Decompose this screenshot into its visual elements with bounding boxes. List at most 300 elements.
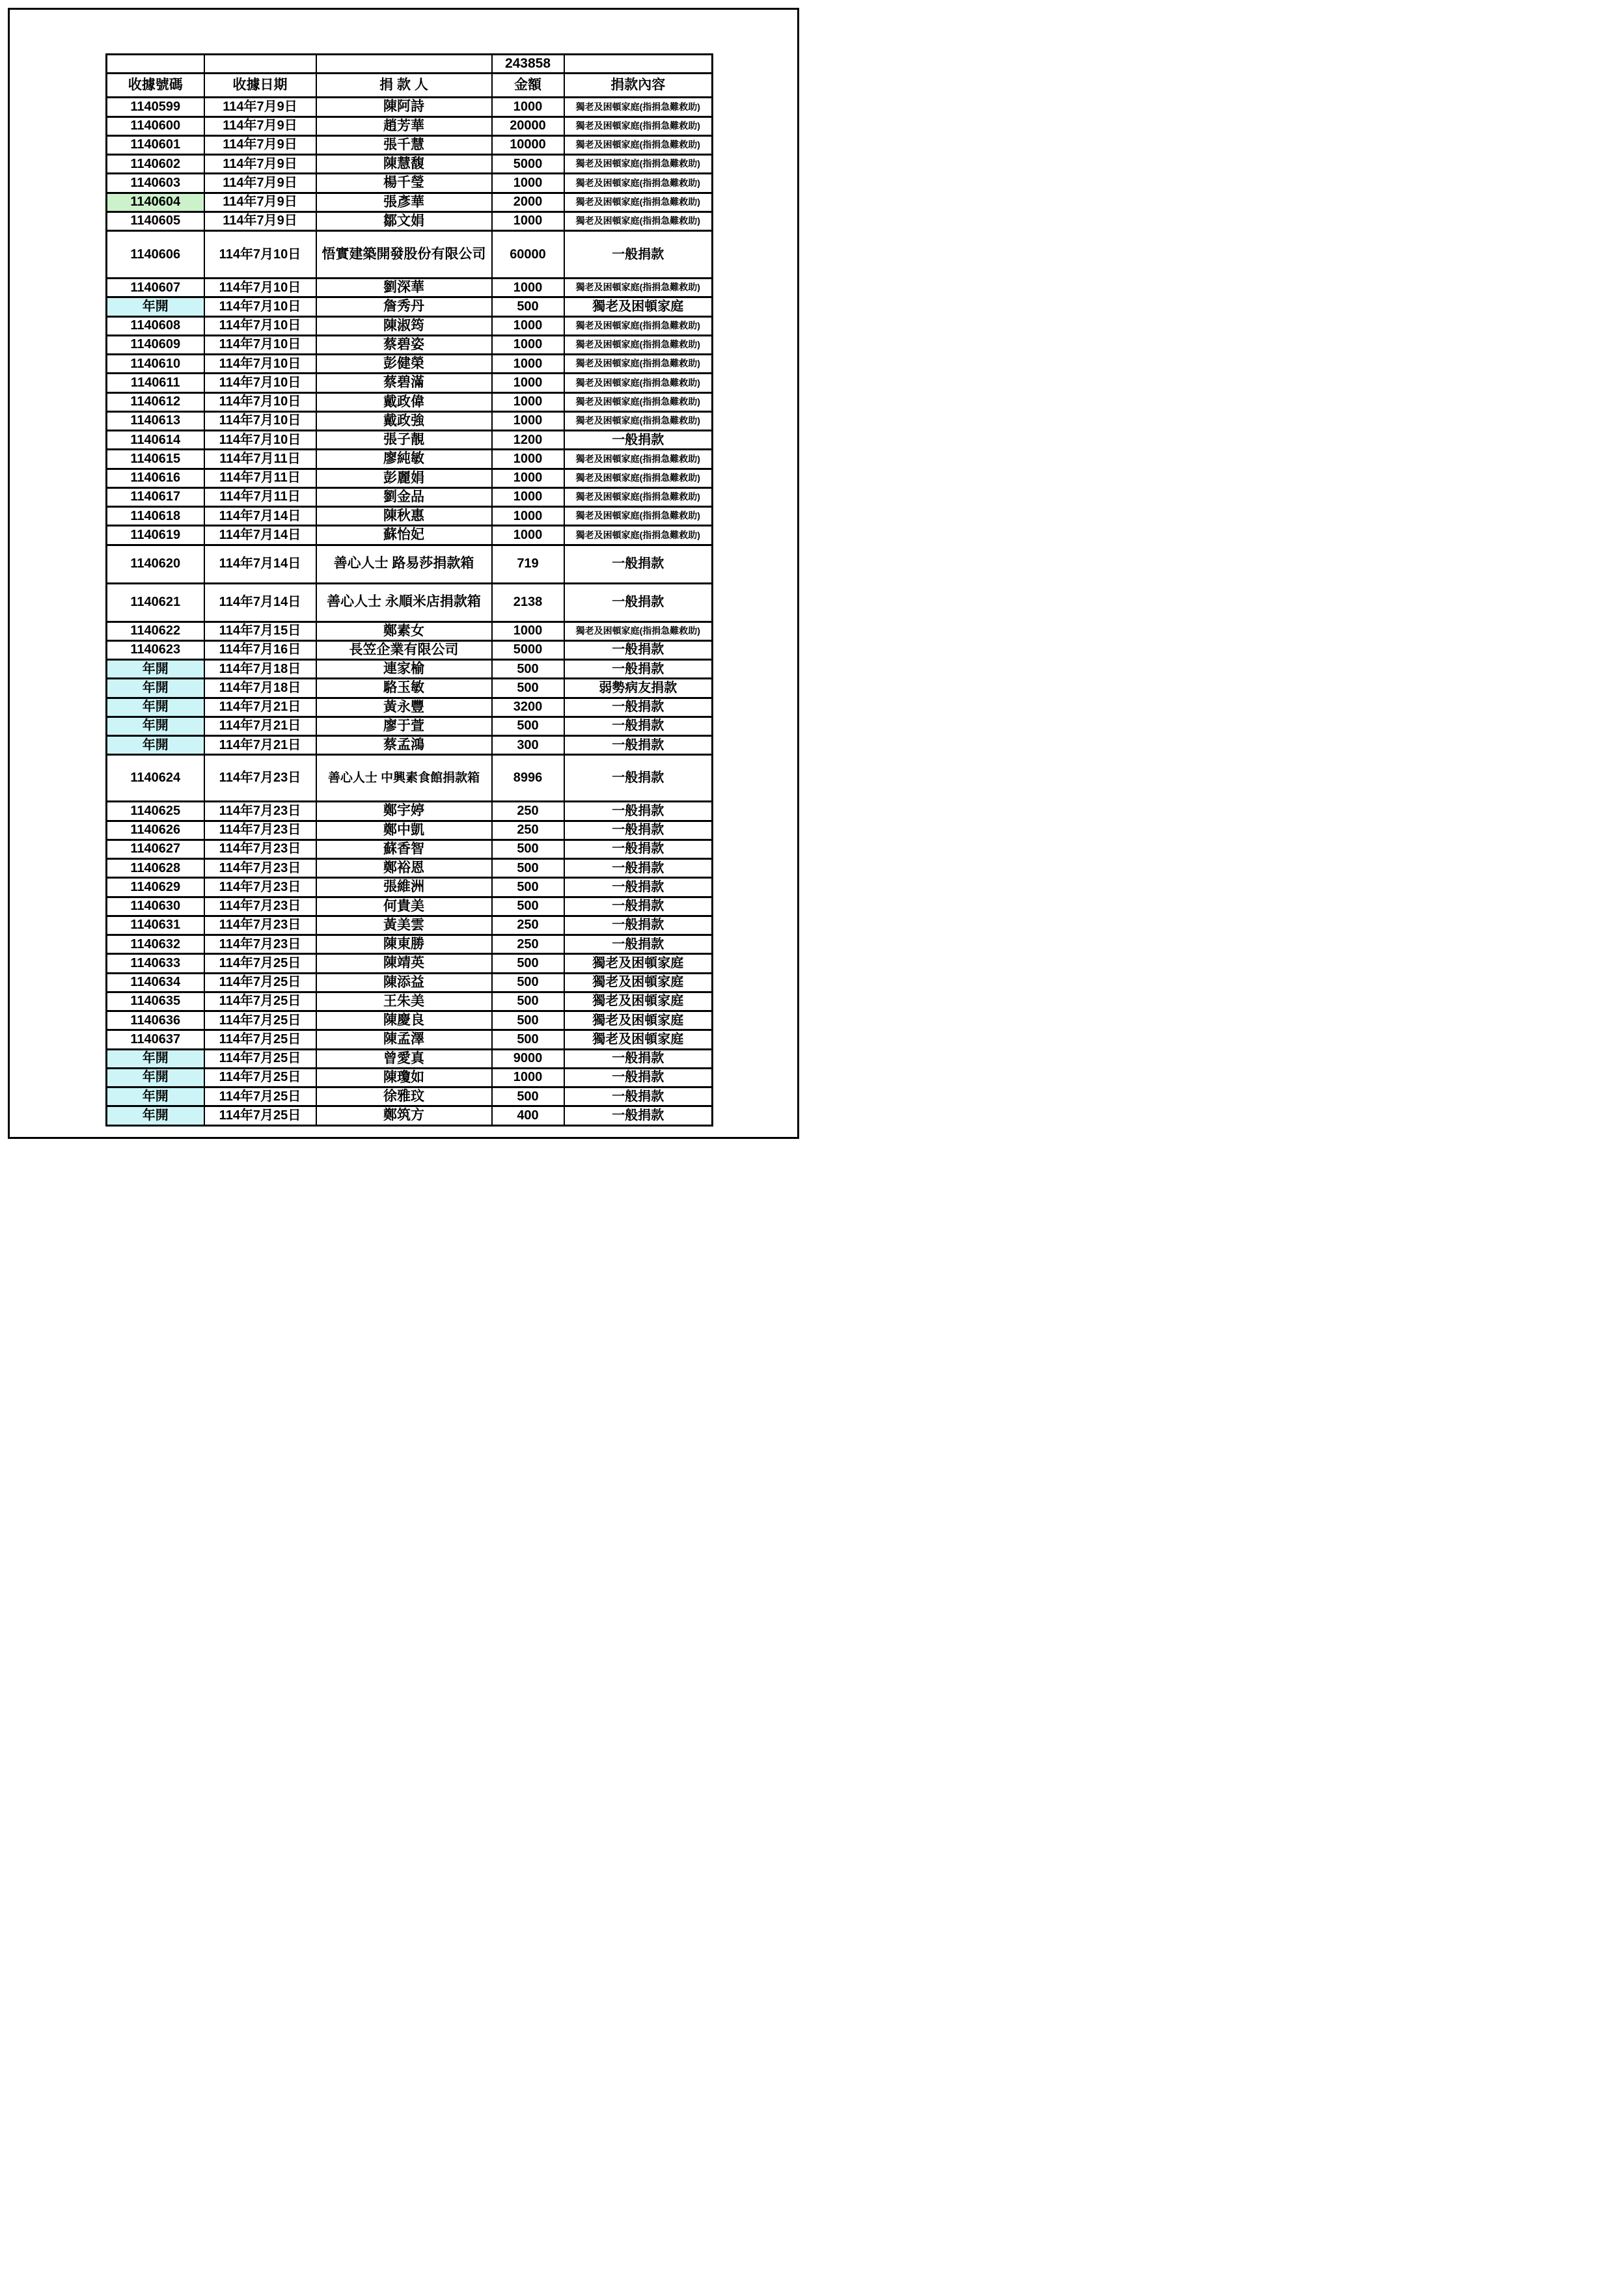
receipt-number-cell: 1140621 (107, 583, 204, 622)
donation-content-cell: 獨老及困頓家庭(指捐急難救助) (564, 116, 713, 135)
receipt-date-cell: 114年7月25日 (204, 1011, 316, 1030)
table-row (107, 755, 713, 802)
receipt-number-cell: 1140614 (107, 431, 204, 450)
donation-content-cell: 獨老及困頓家庭(指捐急難救助) (564, 316, 713, 335)
receipt-number-cell: 年開 (107, 1068, 204, 1087)
amount-cell: 1000 (492, 411, 564, 430)
receipt-date-cell: 114年7月14日 (204, 545, 316, 583)
donor-cell: 張千慧 (316, 135, 492, 154)
amount-cell: 1000 (492, 374, 564, 392)
donation-content-cell: 一般捐款 (564, 878, 713, 897)
receipt-number-cell: 1140601 (107, 135, 204, 154)
donor-cell: 鄭筑方 (316, 1106, 492, 1125)
amount-cell: 300 (492, 736, 564, 755)
donor-cell: 悟實建築開發股份有限公司 (316, 231, 492, 279)
table-row (107, 507, 713, 526)
donation-content-cell: 獨老及困頓家庭(指捐急難救助) (564, 193, 713, 212)
donor-cell: 鄭裕恩 (316, 859, 492, 878)
donation-content-cell: 一般捐款 (564, 916, 713, 935)
donation-content-cell: 一般捐款 (564, 1106, 713, 1125)
donor-cell: 蔡碧滿 (316, 374, 492, 392)
receipt-date-cell: 114年7月9日 (204, 193, 316, 212)
donor-cell: 善心人士 路易莎捐款箱 (316, 545, 492, 583)
receipt-date-cell: 114年7月25日 (204, 1030, 316, 1049)
donation-content-cell: 獨老及困頓家庭(指捐急難救助) (564, 507, 713, 526)
donor-cell: 劉金品 (316, 487, 492, 506)
table-row (107, 98, 713, 116)
amount-cell: 2138 (492, 583, 564, 622)
receipt-number-cell: 1140624 (107, 755, 204, 802)
donor-cell: 黃美雲 (316, 916, 492, 935)
receipt-date-cell: 114年7月25日 (204, 954, 316, 973)
table-row (107, 583, 713, 622)
amount-cell: 1000 (492, 507, 564, 526)
amount-cell: 1000 (492, 487, 564, 506)
receipt-date-cell: 114年7月11日 (204, 450, 316, 469)
receipt-date-cell: 114年7月10日 (204, 316, 316, 335)
table-row (107, 916, 713, 935)
receipt-number-cell: 1140615 (107, 450, 204, 469)
receipt-number-cell: 1140627 (107, 840, 204, 858)
receipt-date-cell: 114年7月23日 (204, 859, 316, 878)
receipt-number-cell: 年開 (107, 1049, 204, 1068)
donation-content-cell: 獨老及困頓家庭(指捐急難救助) (564, 174, 713, 193)
receipt-number-cell: 1140610 (107, 355, 204, 374)
donor-cell: 陳淑筠 (316, 316, 492, 335)
receipt-number-cell: 1140618 (107, 507, 204, 526)
amount-cell: 1000 (492, 174, 564, 193)
donation-content-cell: 獨老及困頓家庭(指捐急難救助) (564, 279, 713, 297)
receipt-number-cell: 年開 (107, 679, 204, 698)
table-row (107, 316, 713, 335)
table-row (107, 487, 713, 506)
amount-cell: 500 (492, 1030, 564, 1049)
donor-cell: 曾愛真 (316, 1049, 492, 1068)
receipt-number-cell: 年開 (107, 736, 204, 755)
receipt-number-cell: 1140606 (107, 231, 204, 279)
donation-table-body (107, 55, 713, 1126)
donor-cell: 駱玉敏 (316, 679, 492, 698)
table-row (107, 878, 713, 897)
receipt-date-cell: 114年7月10日 (204, 297, 316, 316)
receipt-number-cell: 1140625 (107, 802, 204, 821)
donation-content-cell: 一般捐款 (564, 640, 713, 659)
donor-cell: 陳靖英 (316, 954, 492, 973)
donation-content-cell: 獨老及困頓家庭(指捐急難救助) (564, 155, 713, 174)
receipt-number-cell: 年開 (107, 717, 204, 735)
table-row (107, 135, 713, 154)
donation-content-cell: 一般捐款 (564, 802, 713, 821)
donor-cell: 戴政偉 (316, 392, 492, 411)
receipt-number-cell: 1140623 (107, 640, 204, 659)
column-header: 收據日期 (204, 74, 316, 98)
receipt-number-cell: 年開 (107, 297, 204, 316)
donation-content-cell: 弱勢病友捐款 (564, 679, 713, 698)
table-row (107, 193, 713, 212)
receipt-date-cell: 114年7月10日 (204, 411, 316, 430)
donor-cell: 蘇香智 (316, 840, 492, 858)
amount-cell: 1200 (492, 431, 564, 450)
receipt-date-cell: 114年7月23日 (204, 878, 316, 897)
donor-cell: 鄭中凱 (316, 821, 492, 840)
receipt-date-cell: 114年7月10日 (204, 374, 316, 392)
table-row (107, 1068, 713, 1087)
donation-content-cell: 一般捐款 (564, 736, 713, 755)
receipt-number-cell: 1140603 (107, 174, 204, 193)
table-row (107, 231, 713, 279)
donor-cell: 張子靚 (316, 431, 492, 450)
donor-cell: 善心人士 永順米店捐款箱 (316, 583, 492, 622)
header-row (107, 74, 713, 98)
receipt-number-cell: 1140633 (107, 954, 204, 973)
donation-content-cell: 一般捐款 (564, 840, 713, 858)
amount-cell: 500 (492, 954, 564, 973)
amount-cell: 500 (492, 1087, 564, 1106)
amount-cell: 1000 (492, 469, 564, 487)
amount-cell: 400 (492, 1106, 564, 1125)
donation-content-cell: 一般捐款 (564, 859, 713, 878)
receipt-date-cell: 114年7月21日 (204, 717, 316, 735)
empty-cell (107, 55, 204, 74)
receipt-date-cell: 114年7月15日 (204, 622, 316, 640)
donor-cell: 王朱美 (316, 992, 492, 1011)
receipt-date-cell: 114年7月23日 (204, 916, 316, 935)
donation-content-cell: 獨老及困頓家庭(指捐急難救助) (564, 335, 713, 354)
amount-cell: 10000 (492, 135, 564, 154)
receipt-number-cell: 1140604 (107, 193, 204, 212)
receipt-date-cell: 114年7月9日 (204, 116, 316, 135)
table-row (107, 116, 713, 135)
amount-cell: 719 (492, 545, 564, 583)
receipt-date-cell: 114年7月18日 (204, 679, 316, 698)
table-row (107, 1049, 713, 1068)
amount-cell: 500 (492, 992, 564, 1011)
receipt-date-cell: 114年7月21日 (204, 698, 316, 717)
amount-cell: 1000 (492, 450, 564, 469)
donor-cell: 徐雅玟 (316, 1087, 492, 1106)
table-row (107, 1011, 713, 1030)
donation-content-cell: 獨老及困頓家庭(指捐急難救助) (564, 374, 713, 392)
amount-cell: 1000 (492, 335, 564, 354)
receipt-number-cell: 1140635 (107, 992, 204, 1011)
donor-cell: 陳添益 (316, 973, 492, 992)
donation-content-cell: 獨老及困頓家庭 (564, 992, 713, 1011)
table-row (107, 1030, 713, 1049)
receipt-date-cell: 114年7月10日 (204, 279, 316, 297)
receipt-date-cell: 114年7月10日 (204, 431, 316, 450)
amount-cell: 5000 (492, 155, 564, 174)
amount-cell: 9000 (492, 1049, 564, 1068)
receipt-date-cell: 114年7月14日 (204, 507, 316, 526)
amount-cell: 500 (492, 717, 564, 735)
donor-cell: 蔡孟鴻 (316, 736, 492, 755)
table-row (107, 411, 713, 430)
amount-cell: 60000 (492, 231, 564, 279)
receipt-number-cell: 1140620 (107, 545, 204, 583)
table-row (107, 821, 713, 840)
donation-content-cell: 一般捐款 (564, 1049, 713, 1068)
amount-cell: 500 (492, 973, 564, 992)
empty-cell (316, 55, 492, 74)
amount-cell: 5000 (492, 640, 564, 659)
table-row (107, 660, 713, 679)
table-row (107, 1106, 713, 1125)
receipt-number-cell: 1140605 (107, 212, 204, 230)
donor-cell: 鄭宇婷 (316, 802, 492, 821)
receipt-date-cell: 114年7月23日 (204, 755, 316, 802)
receipt-date-cell: 114年7月25日 (204, 1106, 316, 1125)
table-row (107, 526, 713, 545)
column-header: 金額 (492, 74, 564, 98)
donation-content-cell: 一般捐款 (564, 231, 713, 279)
receipt-date-cell: 114年7月25日 (204, 1068, 316, 1087)
receipt-number-cell: 1140599 (107, 98, 204, 116)
donor-cell: 戴政強 (316, 411, 492, 430)
donation-content-cell: 一般捐款 (564, 821, 713, 840)
receipt-date-cell: 114年7月25日 (204, 992, 316, 1011)
donation-content-cell: 一般捐款 (564, 583, 713, 622)
table-row (107, 954, 713, 973)
donation-content-cell: 獨老及困頓家庭(指捐急難救助) (564, 469, 713, 487)
donation-content-cell: 一般捐款 (564, 935, 713, 954)
amount-cell: 2000 (492, 193, 564, 212)
table-row (107, 431, 713, 450)
receipt-date-cell: 114年7月23日 (204, 840, 316, 858)
amount-cell: 3200 (492, 698, 564, 717)
donor-cell: 陳瓊如 (316, 1068, 492, 1087)
donor-cell: 陳秋惠 (316, 507, 492, 526)
table-row (107, 698, 713, 717)
receipt-date-cell: 114年7月25日 (204, 1087, 316, 1106)
donor-cell: 張彥華 (316, 193, 492, 212)
donation-content-cell: 獨老及困頓家庭(指捐急難救助) (564, 212, 713, 230)
column-header: 捐 款 人 (316, 74, 492, 98)
receipt-date-cell: 114年7月11日 (204, 469, 316, 487)
receipt-date-cell: 114年7月9日 (204, 212, 316, 230)
donor-cell: 蔡碧姿 (316, 335, 492, 354)
receipt-number-cell: 1140629 (107, 878, 204, 897)
amount-cell: 1000 (492, 316, 564, 335)
table-row (107, 155, 713, 174)
receipt-date-cell: 114年7月10日 (204, 355, 316, 374)
empty-cell (564, 55, 713, 74)
receipt-date-cell: 114年7月9日 (204, 174, 316, 193)
donation-table (105, 53, 713, 1127)
donation-content-cell: 獨老及困頓家庭(指捐急難救助) (564, 487, 713, 506)
donor-cell: 善心人士 中興素食館捐款箱 (316, 755, 492, 802)
donation-content-cell: 一般捐款 (564, 1087, 713, 1106)
receipt-number-cell: 年開 (107, 698, 204, 717)
donation-content-cell: 一般捐款 (564, 545, 713, 583)
table-row (107, 679, 713, 698)
receipt-date-cell: 114年7月18日 (204, 660, 316, 679)
donation-content-cell: 獨老及困頓家庭(指捐急難救助) (564, 450, 713, 469)
amount-cell: 250 (492, 821, 564, 840)
donor-cell: 張維洲 (316, 878, 492, 897)
table-row (107, 840, 713, 858)
donation-content-cell: 獨老及困頓家庭(指捐急難救助) (564, 392, 713, 411)
amount-cell: 20000 (492, 116, 564, 135)
receipt-number-cell: 1140626 (107, 821, 204, 840)
table-row (107, 859, 713, 878)
table-row (107, 622, 713, 640)
donation-content-cell: 一般捐款 (564, 897, 713, 916)
column-header: 捐款內容 (564, 74, 713, 98)
receipt-date-cell: 114年7月16日 (204, 640, 316, 659)
receipt-date-cell: 114年7月25日 (204, 1049, 316, 1068)
receipt-number-cell: 1140602 (107, 155, 204, 174)
receipt-number-cell: 年開 (107, 1106, 204, 1125)
donation-content-cell: 獨老及困頓家庭 (564, 973, 713, 992)
amount-cell: 1000 (492, 355, 564, 374)
table-row (107, 174, 713, 193)
donor-cell: 蘇怡妃 (316, 526, 492, 545)
table-row (107, 992, 713, 1011)
receipt-number-cell: 1140634 (107, 973, 204, 992)
table-row (107, 335, 713, 354)
amount-cell: 1000 (492, 526, 564, 545)
donor-cell: 陳慧馥 (316, 155, 492, 174)
donor-cell: 彭健榮 (316, 355, 492, 374)
donor-cell: 彭麗娟 (316, 469, 492, 487)
receipt-date-cell: 114年7月23日 (204, 897, 316, 916)
donor-cell: 長笠企業有限公司 (316, 640, 492, 659)
receipt-number-cell: 1140611 (107, 374, 204, 392)
receipt-date-cell: 114年7月9日 (204, 98, 316, 116)
donation-content-cell: 獨老及困頓家庭(指捐急難救助) (564, 411, 713, 430)
table-row (107, 374, 713, 392)
table-row (107, 935, 713, 954)
amount-cell: 250 (492, 802, 564, 821)
donation-content-cell: 獨老及困頓家庭 (564, 954, 713, 973)
donation-content-cell: 一般捐款 (564, 660, 713, 679)
amount-cell: 1000 (492, 212, 564, 230)
donor-cell: 廖純敏 (316, 450, 492, 469)
donor-cell: 陳東勝 (316, 935, 492, 954)
table-row (107, 212, 713, 230)
empty-cell (204, 55, 316, 74)
receipt-number-cell: 1140607 (107, 279, 204, 297)
table-row (107, 545, 713, 583)
receipt-number-cell: 1140628 (107, 859, 204, 878)
receipt-number-cell: 年開 (107, 660, 204, 679)
donation-content-cell: 獨老及困頓家庭(指捐急難救助) (564, 355, 713, 374)
receipt-number-cell: 1140632 (107, 935, 204, 954)
donor-cell: 廖于萱 (316, 717, 492, 735)
donation-content-cell: 獨老及困頓家庭(指捐急難救助) (564, 135, 713, 154)
table-row (107, 897, 713, 916)
amount-cell: 500 (492, 660, 564, 679)
receipt-number-cell: 1140619 (107, 526, 204, 545)
donation-content-cell: 一般捐款 (564, 698, 713, 717)
table-row (107, 736, 713, 755)
donation-content-cell: 一般捐款 (564, 717, 713, 735)
receipt-date-cell: 114年7月23日 (204, 802, 316, 821)
amount-cell: 1000 (492, 392, 564, 411)
table-row (107, 297, 713, 316)
receipt-date-cell: 114年7月14日 (204, 526, 316, 545)
column-header: 收據號碼 (107, 74, 204, 98)
receipt-number-cell: 1140600 (107, 116, 204, 135)
table-row (107, 355, 713, 374)
amount-cell: 500 (492, 297, 564, 316)
receipt-number-cell: 年開 (107, 1087, 204, 1106)
receipt-date-cell: 114年7月9日 (204, 155, 316, 174)
total-amount-cell: 243858 (492, 55, 564, 74)
receipt-date-cell: 114年7月10日 (204, 392, 316, 411)
table-row (107, 279, 713, 297)
table-row (107, 450, 713, 469)
receipt-date-cell: 114年7月11日 (204, 487, 316, 506)
donor-cell: 陳阿詩 (316, 98, 492, 116)
donation-content-cell: 獨老及困頓家庭(指捐急難救助) (564, 526, 713, 545)
amount-cell: 500 (492, 840, 564, 858)
receipt-number-cell: 1140637 (107, 1030, 204, 1049)
table-row (107, 1087, 713, 1106)
table-row (107, 717, 713, 735)
donor-cell: 鄭素女 (316, 622, 492, 640)
table-row (107, 640, 713, 659)
receipt-number-cell: 1140631 (107, 916, 204, 935)
donation-content-cell: 獨老及困頓家庭 (564, 297, 713, 316)
donor-cell: 黃永豐 (316, 698, 492, 717)
donation-content-cell: 一般捐款 (564, 431, 713, 450)
amount-cell: 500 (492, 878, 564, 897)
donation-content-cell: 一般捐款 (564, 755, 713, 802)
amount-cell: 250 (492, 935, 564, 954)
donor-cell: 陳慶良 (316, 1011, 492, 1030)
table-row (107, 392, 713, 411)
donation-content-cell: 一般捐款 (564, 1068, 713, 1087)
receipt-number-cell: 1140630 (107, 897, 204, 916)
receipt-date-cell: 114年7月10日 (204, 231, 316, 279)
amount-cell: 1000 (492, 98, 564, 116)
donor-cell: 何貴美 (316, 897, 492, 916)
amount-cell: 500 (492, 1011, 564, 1030)
receipt-date-cell: 114年7月10日 (204, 335, 316, 354)
receipt-number-cell: 1140616 (107, 469, 204, 487)
receipt-number-cell: 1140622 (107, 622, 204, 640)
receipt-number-cell: 1140609 (107, 335, 204, 354)
amount-cell: 1000 (492, 622, 564, 640)
receipt-number-cell: 1140613 (107, 411, 204, 430)
amount-cell: 1000 (492, 279, 564, 297)
receipt-number-cell: 1140612 (107, 392, 204, 411)
donor-cell: 連家榆 (316, 660, 492, 679)
receipt-number-cell: 1140636 (107, 1011, 204, 1030)
donor-cell: 鄒文娟 (316, 212, 492, 230)
receipt-number-cell: 1140617 (107, 487, 204, 506)
table-row (107, 802, 713, 821)
donor-cell: 陳孟澤 (316, 1030, 492, 1049)
receipt-date-cell: 114年7月9日 (204, 135, 316, 154)
donation-content-cell: 獨老及困頓家庭(指捐急難救助) (564, 622, 713, 640)
donation-content-cell: 獨老及困頓家庭 (564, 1030, 713, 1049)
amount-cell: 500 (492, 897, 564, 916)
donation-content-cell: 獨老及困頓家庭 (564, 1011, 713, 1030)
receipt-date-cell: 114年7月23日 (204, 935, 316, 954)
amount-cell: 8996 (492, 755, 564, 802)
amount-cell: 1000 (492, 1068, 564, 1087)
donation-content-cell: 獨老及困頓家庭(指捐急難救助) (564, 98, 713, 116)
receipt-date-cell: 114年7月21日 (204, 736, 316, 755)
donor-cell: 劉深華 (316, 279, 492, 297)
receipt-date-cell: 114年7月14日 (204, 583, 316, 622)
amount-cell: 500 (492, 679, 564, 698)
donor-cell: 趙芳華 (316, 116, 492, 135)
table-row (107, 469, 713, 487)
donor-cell: 楊千瑩 (316, 174, 492, 193)
